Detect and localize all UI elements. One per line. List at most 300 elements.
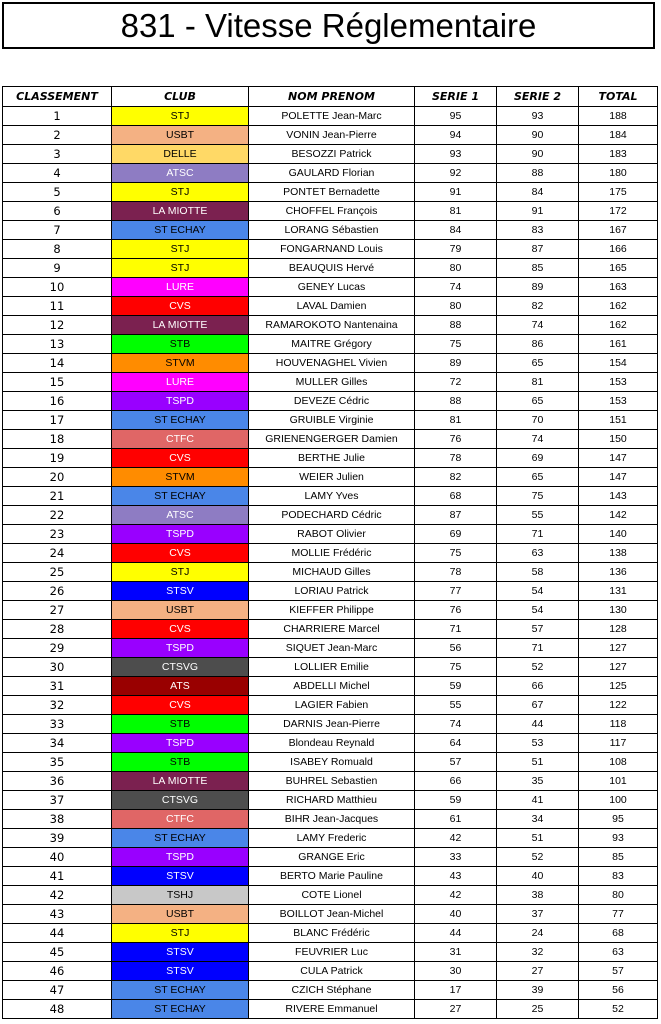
- club-cell: STJ: [112, 924, 249, 943]
- rank-cell: 16: [3, 392, 112, 411]
- rank-cell: 4: [3, 164, 112, 183]
- total-cell: 188: [579, 107, 658, 126]
- table-row: [3, 772, 658, 791]
- total-cell: 151: [579, 411, 658, 430]
- page-title: 831 - Vitesse Réglementaire: [2, 2, 655, 49]
- name-cell: Blondeau Reynald: [249, 734, 415, 753]
- serie-1-cell: 64: [415, 734, 497, 753]
- club-cell: STJ: [112, 107, 249, 126]
- club-cell: CVS: [112, 696, 249, 715]
- name-cell: VONIN Jean-Pierre: [249, 126, 415, 145]
- total-cell: 153: [579, 392, 658, 411]
- serie-1-cell: 40: [415, 905, 497, 924]
- table-row: [3, 981, 658, 1000]
- serie-2-cell: 52: [497, 848, 579, 867]
- name-cell: LORANG Sébastien: [249, 221, 415, 240]
- rank-cell: 33: [3, 715, 112, 734]
- table-row: [3, 240, 658, 259]
- club-cell: STVM: [112, 354, 249, 373]
- rank-cell: 25: [3, 563, 112, 582]
- rank-cell: 19: [3, 449, 112, 468]
- club-cell: CVS: [112, 449, 249, 468]
- table-row: [3, 848, 658, 867]
- serie-1-cell: 76: [415, 601, 497, 620]
- serie-2-cell: 89: [497, 278, 579, 297]
- rank-cell: 34: [3, 734, 112, 753]
- total-cell: 147: [579, 468, 658, 487]
- club-cell: TSHJ: [112, 886, 249, 905]
- serie-1-cell: 56: [415, 639, 497, 658]
- name-cell: BIHR Jean-Jacques: [249, 810, 415, 829]
- serie-1-cell: 76: [415, 430, 497, 449]
- name-cell: PODECHARD Cédric: [249, 506, 415, 525]
- table-row: [3, 487, 658, 506]
- name-cell: BLANC Frédéric: [249, 924, 415, 943]
- total-cell: 108: [579, 753, 658, 772]
- serie-2-cell: 39: [497, 981, 579, 1000]
- club-cell: STSV: [112, 867, 249, 886]
- club-cell: TSPD: [112, 639, 249, 658]
- serie-1-cell: 78: [415, 563, 497, 582]
- name-cell: RAMAROKOTO Nantenaina: [249, 316, 415, 335]
- serie-1-cell: 74: [415, 715, 497, 734]
- serie-1-cell: 78: [415, 449, 497, 468]
- total-cell: 131: [579, 582, 658, 601]
- total-cell: 93: [579, 829, 658, 848]
- total-cell: 166: [579, 240, 658, 259]
- serie-2-cell: 41: [497, 791, 579, 810]
- serie-2-cell: 27: [497, 962, 579, 981]
- serie-1-cell: 71: [415, 620, 497, 639]
- club-cell: ST ECHAY: [112, 221, 249, 240]
- serie-2-cell: 82: [497, 297, 579, 316]
- total-cell: 162: [579, 316, 658, 335]
- total-cell: 140: [579, 525, 658, 544]
- table-row: [3, 582, 658, 601]
- serie-2-cell: 54: [497, 601, 579, 620]
- club-cell: TSPD: [112, 848, 249, 867]
- total-cell: 167: [579, 221, 658, 240]
- table-row: [3, 392, 658, 411]
- serie-2-cell: 65: [497, 468, 579, 487]
- serie-1-cell: 75: [415, 544, 497, 563]
- table-row: [3, 107, 658, 126]
- total-cell: 80: [579, 886, 658, 905]
- total-cell: 83: [579, 867, 658, 886]
- serie-1-cell: 95: [415, 107, 497, 126]
- rank-cell: 22: [3, 506, 112, 525]
- serie-1-cell: 31: [415, 943, 497, 962]
- table-row: [3, 544, 658, 563]
- total-cell: 183: [579, 145, 658, 164]
- serie-2-cell: 86: [497, 335, 579, 354]
- total-cell: 163: [579, 278, 658, 297]
- club-cell: USBT: [112, 601, 249, 620]
- total-cell: 150: [579, 430, 658, 449]
- serie-2-cell: 83: [497, 221, 579, 240]
- name-cell: BERTO Marie Pauline: [249, 867, 415, 886]
- serie-1-cell: 80: [415, 297, 497, 316]
- serie-1-cell: 92: [415, 164, 497, 183]
- serie-1-cell: 82: [415, 468, 497, 487]
- total-cell: 52: [579, 1000, 658, 1019]
- club-cell: TSPD: [112, 734, 249, 753]
- table-row: [3, 221, 658, 240]
- rank-cell: 42: [3, 886, 112, 905]
- serie-1-cell: 66: [415, 772, 497, 791]
- club-cell: CVS: [112, 620, 249, 639]
- name-cell: GRUIBLE Virginie: [249, 411, 415, 430]
- serie-2-cell: 37: [497, 905, 579, 924]
- serie-1-cell: 94: [415, 126, 497, 145]
- name-cell: LAMY Frederic: [249, 829, 415, 848]
- club-cell: STJ: [112, 240, 249, 259]
- header-serie-2: SERIE 2: [497, 87, 579, 107]
- total-cell: 127: [579, 639, 658, 658]
- serie-2-cell: 44: [497, 715, 579, 734]
- serie-2-cell: 58: [497, 563, 579, 582]
- serie-2-cell: 90: [497, 126, 579, 145]
- table-row: [3, 145, 658, 164]
- serie-2-cell: 63: [497, 544, 579, 563]
- serie-2-cell: 65: [497, 354, 579, 373]
- rank-cell: 44: [3, 924, 112, 943]
- serie-1-cell: 59: [415, 677, 497, 696]
- total-cell: 136: [579, 563, 658, 582]
- total-cell: 172: [579, 202, 658, 221]
- name-cell: KIEFFER Philippe: [249, 601, 415, 620]
- serie-1-cell: 33: [415, 848, 497, 867]
- name-cell: ISABEY Romuald: [249, 753, 415, 772]
- club-cell: STSV: [112, 582, 249, 601]
- serie-1-cell: 17: [415, 981, 497, 1000]
- table-row: [3, 715, 658, 734]
- table-row: [3, 905, 658, 924]
- rank-cell: 40: [3, 848, 112, 867]
- club-cell: CVS: [112, 297, 249, 316]
- total-cell: 162: [579, 297, 658, 316]
- rank-cell: 39: [3, 829, 112, 848]
- name-cell: CULA Patrick: [249, 962, 415, 981]
- serie-2-cell: 57: [497, 620, 579, 639]
- serie-1-cell: 87: [415, 506, 497, 525]
- serie-1-cell: 59: [415, 791, 497, 810]
- serie-2-cell: 71: [497, 639, 579, 658]
- serie-1-cell: 89: [415, 354, 497, 373]
- rank-cell: 38: [3, 810, 112, 829]
- table-row: [3, 430, 658, 449]
- serie-1-cell: 68: [415, 487, 497, 506]
- serie-2-cell: 35: [497, 772, 579, 791]
- name-cell: GAULARD Florian: [249, 164, 415, 183]
- serie-1-cell: 77: [415, 582, 497, 601]
- rank-cell: 28: [3, 620, 112, 639]
- serie-2-cell: 74: [497, 316, 579, 335]
- club-cell: TSPD: [112, 525, 249, 544]
- serie-2-cell: 71: [497, 525, 579, 544]
- name-cell: DEVEZE Cédric: [249, 392, 415, 411]
- rank-cell: 36: [3, 772, 112, 791]
- table-row: [3, 696, 658, 715]
- serie-1-cell: 69: [415, 525, 497, 544]
- club-cell: LA MIOTTE: [112, 772, 249, 791]
- club-cell: ST ECHAY: [112, 981, 249, 1000]
- club-cell: ATS: [112, 677, 249, 696]
- total-cell: 128: [579, 620, 658, 639]
- table-row: [3, 126, 658, 145]
- serie-1-cell: 61: [415, 810, 497, 829]
- serie-1-cell: 42: [415, 829, 497, 848]
- table-row: [3, 202, 658, 221]
- name-cell: CZICH Stéphane: [249, 981, 415, 1000]
- club-cell: TSPD: [112, 392, 249, 411]
- header-name: NOM PRENOM: [249, 87, 415, 107]
- table-row: [3, 620, 658, 639]
- total-cell: 63: [579, 943, 658, 962]
- table-row: [3, 829, 658, 848]
- club-cell: STB: [112, 715, 249, 734]
- header-serie-1: SERIE 1: [415, 87, 497, 107]
- serie-1-cell: 81: [415, 411, 497, 430]
- serie-1-cell: 42: [415, 886, 497, 905]
- total-cell: 161: [579, 335, 658, 354]
- table-row: [3, 335, 658, 354]
- club-cell: STVM: [112, 468, 249, 487]
- rank-cell: 30: [3, 658, 112, 677]
- name-cell: LAMY Yves: [249, 487, 415, 506]
- table-row: [3, 962, 658, 981]
- rank-cell: 14: [3, 354, 112, 373]
- name-cell: COTE Lionel: [249, 886, 415, 905]
- table-row: [3, 373, 658, 392]
- table-row: [3, 867, 658, 886]
- table-row: [3, 658, 658, 677]
- serie-1-cell: 84: [415, 221, 497, 240]
- table-row: [3, 354, 658, 373]
- club-cell: USBT: [112, 905, 249, 924]
- total-cell: 165: [579, 259, 658, 278]
- serie-1-cell: 57: [415, 753, 497, 772]
- serie-2-cell: 67: [497, 696, 579, 715]
- serie-1-cell: 75: [415, 335, 497, 354]
- total-cell: 117: [579, 734, 658, 753]
- serie-2-cell: 66: [497, 677, 579, 696]
- rank-cell: 31: [3, 677, 112, 696]
- total-cell: 130: [579, 601, 658, 620]
- rank-cell: 15: [3, 373, 112, 392]
- serie-1-cell: 93: [415, 145, 497, 164]
- rank-cell: 37: [3, 791, 112, 810]
- name-cell: RIVERE Emmanuel: [249, 1000, 415, 1019]
- rank-cell: 18: [3, 430, 112, 449]
- rank-cell: 48: [3, 1000, 112, 1019]
- serie-1-cell: 74: [415, 278, 497, 297]
- total-cell: 95: [579, 810, 658, 829]
- serie-2-cell: 69: [497, 449, 579, 468]
- rank-cell: 6: [3, 202, 112, 221]
- name-cell: DARNIS Jean-Pierre: [249, 715, 415, 734]
- name-cell: FONGARNAND Louis: [249, 240, 415, 259]
- name-cell: BESOZZI Patrick: [249, 145, 415, 164]
- table-row: [3, 468, 658, 487]
- club-cell: STB: [112, 753, 249, 772]
- total-cell: 142: [579, 506, 658, 525]
- rank-cell: 32: [3, 696, 112, 715]
- club-cell: STJ: [112, 259, 249, 278]
- table-row: [3, 449, 658, 468]
- header-club: CLUB: [112, 87, 249, 107]
- serie-1-cell: 80: [415, 259, 497, 278]
- rank-cell: 20: [3, 468, 112, 487]
- total-cell: 147: [579, 449, 658, 468]
- rank-cell: 10: [3, 278, 112, 297]
- rank-cell: 2: [3, 126, 112, 145]
- club-cell: CVS: [112, 544, 249, 563]
- table-row: [3, 734, 658, 753]
- serie-1-cell: 30: [415, 962, 497, 981]
- club-cell: STB: [112, 335, 249, 354]
- serie-2-cell: 38: [497, 886, 579, 905]
- name-cell: MAITRE Grégory: [249, 335, 415, 354]
- serie-2-cell: 52: [497, 658, 579, 677]
- serie-2-cell: 74: [497, 430, 579, 449]
- serie-2-cell: 84: [497, 183, 579, 202]
- rank-cell: 12: [3, 316, 112, 335]
- serie-1-cell: 91: [415, 183, 497, 202]
- name-cell: RICHARD Matthieu: [249, 791, 415, 810]
- name-cell: PONTET Bernadette: [249, 183, 415, 202]
- serie-1-cell: 43: [415, 867, 497, 886]
- rank-cell: 23: [3, 525, 112, 544]
- total-cell: 180: [579, 164, 658, 183]
- club-cell: ST ECHAY: [112, 411, 249, 430]
- table-row: [3, 183, 658, 202]
- total-cell: 143: [579, 487, 658, 506]
- name-cell: POLETTE Jean-Marc: [249, 107, 415, 126]
- name-cell: MOLLIE Frédéric: [249, 544, 415, 563]
- table-row: [3, 601, 658, 620]
- name-cell: SIQUET Jean-Marc: [249, 639, 415, 658]
- header-rank: CLASSEMENT: [3, 87, 112, 107]
- total-cell: 57: [579, 962, 658, 981]
- table-header-row: [3, 87, 658, 107]
- table-row: [3, 639, 658, 658]
- total-cell: 175: [579, 183, 658, 202]
- rank-cell: 9: [3, 259, 112, 278]
- serie-2-cell: 51: [497, 829, 579, 848]
- serie-1-cell: 27: [415, 1000, 497, 1019]
- rank-cell: 1: [3, 107, 112, 126]
- serie-1-cell: 55: [415, 696, 497, 715]
- rank-cell: 26: [3, 582, 112, 601]
- club-cell: ST ECHAY: [112, 829, 249, 848]
- name-cell: LAGIER Fabien: [249, 696, 415, 715]
- total-cell: 125: [579, 677, 658, 696]
- serie-2-cell: 53: [497, 734, 579, 753]
- serie-2-cell: 51: [497, 753, 579, 772]
- club-cell: CTFC: [112, 430, 249, 449]
- serie-1-cell: 88: [415, 316, 497, 335]
- club-cell: ATSC: [112, 506, 249, 525]
- serie-1-cell: 88: [415, 392, 497, 411]
- club-cell: ST ECHAY: [112, 487, 249, 506]
- serie-2-cell: 88: [497, 164, 579, 183]
- club-cell: USBT: [112, 126, 249, 145]
- serie-2-cell: 85: [497, 259, 579, 278]
- total-cell: 122: [579, 696, 658, 715]
- total-cell: 77: [579, 905, 658, 924]
- rank-cell: 35: [3, 753, 112, 772]
- name-cell: CHARRIERE Marcel: [249, 620, 415, 639]
- club-cell: ATSC: [112, 164, 249, 183]
- rank-cell: 47: [3, 981, 112, 1000]
- table-row: [3, 924, 658, 943]
- name-cell: MICHAUD Gilles: [249, 563, 415, 582]
- club-cell: CTSVG: [112, 658, 249, 677]
- name-cell: CHOFFEL François: [249, 202, 415, 221]
- club-cell: ST ECHAY: [112, 1000, 249, 1019]
- name-cell: MULLER Gilles: [249, 373, 415, 392]
- name-cell: LOLLIER Emilie: [249, 658, 415, 677]
- name-cell: RABOT Olivier: [249, 525, 415, 544]
- club-cell: STSV: [112, 962, 249, 981]
- table-row: [3, 1000, 658, 1019]
- total-cell: 100: [579, 791, 658, 810]
- table-row: [3, 886, 658, 905]
- rank-cell: 11: [3, 297, 112, 316]
- club-cell: LA MIOTTE: [112, 202, 249, 221]
- serie-2-cell: 65: [497, 392, 579, 411]
- rank-cell: 43: [3, 905, 112, 924]
- total-cell: 68: [579, 924, 658, 943]
- total-cell: 184: [579, 126, 658, 145]
- club-cell: CTFC: [112, 810, 249, 829]
- results-table: [2, 86, 658, 1019]
- rank-cell: 13: [3, 335, 112, 354]
- club-cell: STJ: [112, 183, 249, 202]
- table-row: [3, 297, 658, 316]
- name-cell: FEUVRIER Luc: [249, 943, 415, 962]
- serie-2-cell: 25: [497, 1000, 579, 1019]
- total-cell: 101: [579, 772, 658, 791]
- name-cell: GRIENENGERGER Damien: [249, 430, 415, 449]
- name-cell: GENEY Lucas: [249, 278, 415, 297]
- serie-2-cell: 93: [497, 107, 579, 126]
- serie-1-cell: 44: [415, 924, 497, 943]
- table-row: [3, 525, 658, 544]
- total-cell: 56: [579, 981, 658, 1000]
- total-cell: 118: [579, 715, 658, 734]
- serie-2-cell: 87: [497, 240, 579, 259]
- serie-1-cell: 81: [415, 202, 497, 221]
- serie-1-cell: 79: [415, 240, 497, 259]
- serie-2-cell: 54: [497, 582, 579, 601]
- total-cell: 153: [579, 373, 658, 392]
- table-row: [3, 411, 658, 430]
- serie-2-cell: 24: [497, 924, 579, 943]
- total-cell: 154: [579, 354, 658, 373]
- name-cell: BERTHE Julie: [249, 449, 415, 468]
- name-cell: BUHREL Sebastien: [249, 772, 415, 791]
- rank-cell: 27: [3, 601, 112, 620]
- table-row: [3, 810, 658, 829]
- club-cell: DELLE: [112, 145, 249, 164]
- rank-cell: 8: [3, 240, 112, 259]
- rank-cell: 41: [3, 867, 112, 886]
- serie-1-cell: 72: [415, 373, 497, 392]
- rank-cell: 29: [3, 639, 112, 658]
- table-row: [3, 677, 658, 696]
